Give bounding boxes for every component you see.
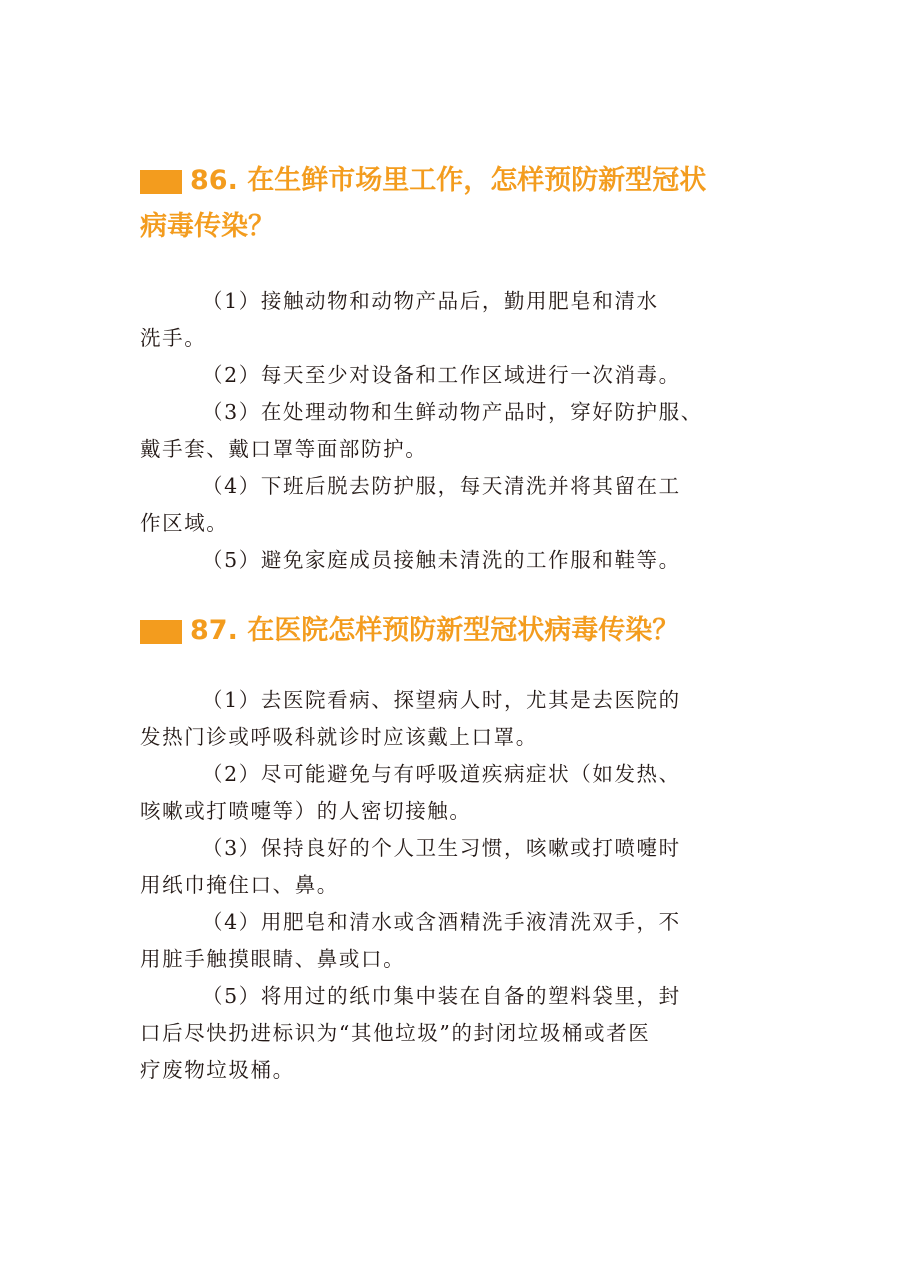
- item-line: 戴手套、戴口罩等面部防护。: [140, 437, 428, 461]
- list-item: [140, 904, 765, 978]
- item-line: （5）将用过的纸巾集中装在自备的塑料袋里，封: [202, 984, 681, 1008]
- list-item: [140, 756, 765, 830]
- list-item: [140, 468, 765, 542]
- item-line: 咳嗽或打喷嚏等）的人密切接触。: [140, 799, 472, 823]
- heading-marker: [140, 620, 182, 644]
- item-line: 用纸巾掩住口、鼻。: [140, 873, 339, 897]
- item-line: （1）接触动物和动物产品后，勤用肥皂和清水: [202, 289, 659, 313]
- item-line: （2）尽可能避免与有呼吸道疾病症状（如发热、: [202, 762, 681, 786]
- item-line: （2）每天至少对设备和工作区域进行一次消毒。: [202, 363, 681, 387]
- item-line: （5）避免家庭成员接触未清洗的工作服和鞋等。: [202, 548, 681, 572]
- item-line: 用脏手触摸眼睛、鼻或口。: [140, 947, 406, 971]
- heading-line: 86. 在生鲜市场里工作，怎样预防新型冠状: [190, 165, 707, 196]
- list-item: [140, 357, 765, 394]
- list-item: [140, 394, 765, 468]
- section-87: [140, 608, 765, 1089]
- section-86: [140, 158, 765, 579]
- item-line: （3）在处理动物和生鲜动物产品时，穿好防护服、: [202, 400, 703, 424]
- item-line: 疗废物垃圾桶。: [140, 1058, 295, 1082]
- item-line: 洗手。: [140, 326, 207, 350]
- list-item: [140, 830, 765, 904]
- list-item: [140, 283, 765, 357]
- item-line: （3）保持良好的个人卫生习惯，咳嗽或打喷嚏时: [202, 836, 681, 860]
- list-item: [140, 978, 765, 1089]
- list-item: [140, 542, 765, 579]
- list-item: [140, 682, 765, 756]
- heading-marker: [140, 170, 182, 194]
- item-line: （1）去医院看病、探望病人时，尤其是去医院的: [202, 688, 681, 712]
- item-line: 发热门诊或呼吸科就诊时应该戴上口罩。: [140, 725, 538, 749]
- heading-line: 87. 在医院怎样预防新型冠状病毒传染？: [190, 615, 680, 646]
- item-line: （4）用肥皂和清水或含酒精洗手液清洗双手，不: [202, 910, 681, 934]
- item-line: （4）下班后脱去防护服，每天清洗并将其留在工: [202, 474, 681, 498]
- heading-line: 病毒传染？: [140, 211, 275, 242]
- section-heading: [140, 608, 765, 654]
- item-line: 口后尽快扔进标识为“其他垃圾”的封闭垃圾桶或者医: [140, 1021, 651, 1045]
- section-heading: [140, 158, 765, 250]
- item-line: 作区域。: [140, 511, 229, 535]
